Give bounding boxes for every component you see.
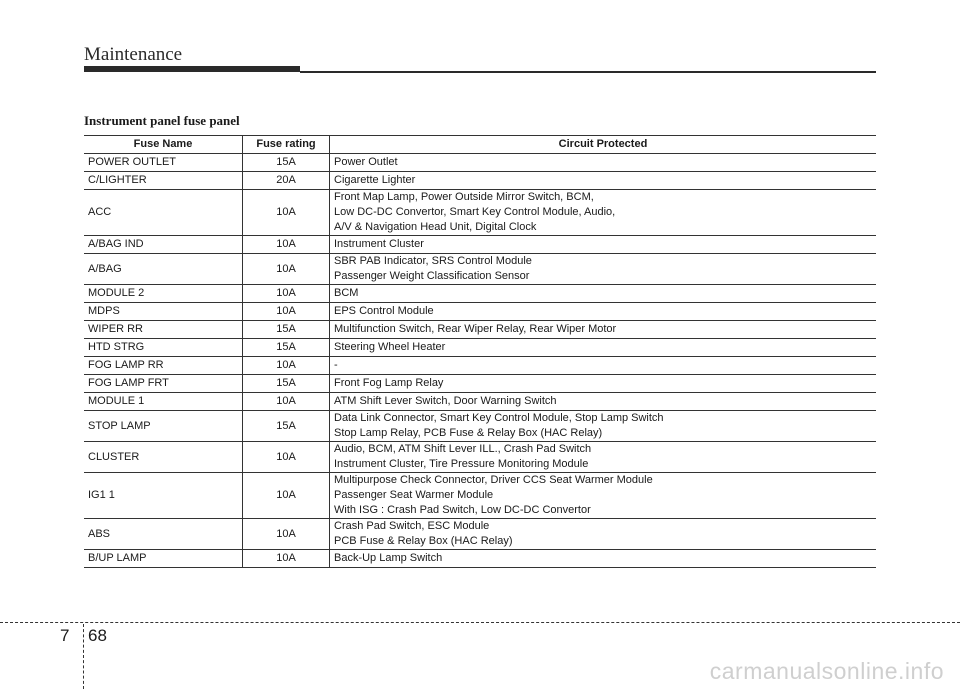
table-row bbox=[84, 303, 876, 321]
fuse-rating-cell: 15A bbox=[243, 321, 330, 339]
table-row bbox=[84, 393, 876, 411]
fuse-table-body bbox=[84, 154, 876, 568]
header-fuse-rating: Fuse rating bbox=[243, 136, 330, 154]
fuse-name-cell: IG1 1 bbox=[84, 473, 243, 519]
circuit-protected-cell bbox=[330, 519, 877, 550]
fuse-name-cell: FOG LAMP FRT bbox=[84, 375, 243, 393]
footer-dashed-divider bbox=[83, 624, 84, 689]
header-rule-thick bbox=[84, 66, 300, 72]
fuse-name-cell: MDPS bbox=[84, 303, 243, 321]
circuit-line: Stop Lamp Relay, PCB Fuse & Relay Box (HAC Relay) bbox=[334, 427, 603, 439]
circuit-line: Instrument Cluster bbox=[334, 238, 424, 250]
circuit-line: Multipurpose Check Connector, Driver CCS Seat Warmer Module bbox=[334, 474, 653, 486]
fuse-rating-cell: 10A bbox=[243, 254, 330, 285]
fuse-rating-cell: 10A bbox=[243, 442, 330, 473]
page-number: 68 bbox=[88, 626, 107, 645]
fuse-rating-cell: 15A bbox=[243, 375, 330, 393]
fuse-name-cell: A/BAG bbox=[84, 254, 243, 285]
table-row bbox=[84, 357, 876, 375]
fuse-name-cell: FOG LAMP RR bbox=[84, 357, 243, 375]
fuse-rating-cell: 10A bbox=[243, 285, 330, 303]
circuit-protected-cell bbox=[330, 357, 877, 375]
circuit-line: Cigarette Lighter bbox=[334, 174, 416, 186]
circuit-line: Front Fog Lamp Relay bbox=[334, 377, 444, 389]
table-row bbox=[84, 254, 876, 285]
fuse-rating-cell: 10A bbox=[243, 393, 330, 411]
table-row bbox=[84, 411, 876, 442]
fuse-rating-cell: 15A bbox=[243, 411, 330, 442]
table-row bbox=[84, 473, 876, 519]
fuse-name-cell: ACC bbox=[84, 190, 243, 236]
table-row bbox=[84, 321, 876, 339]
circuit-line: Steering Wheel Heater bbox=[334, 341, 446, 353]
circuit-line: ATM Shift Lever Switch, Door Warning Switch bbox=[334, 395, 557, 407]
fuse-name-cell: WIPER RR bbox=[84, 321, 243, 339]
fuse-name-cell: POWER OUTLET bbox=[84, 154, 243, 172]
circuit-protected-cell bbox=[330, 236, 877, 254]
table-row bbox=[84, 190, 876, 236]
table-row bbox=[84, 519, 876, 550]
fuse-table bbox=[84, 135, 876, 568]
circuit-line: Back-Up Lamp Switch bbox=[334, 552, 443, 564]
fuse-name-cell: STOP LAMP bbox=[84, 411, 243, 442]
fuse-rating-cell: 10A bbox=[243, 357, 330, 375]
table-row bbox=[84, 442, 876, 473]
circuit-protected-cell bbox=[330, 190, 877, 236]
fuse-rating-cell: 10A bbox=[243, 303, 330, 321]
page-header-title: Maintenance bbox=[84, 44, 183, 65]
circuit-line: A/V & Navigation Head Unit, Digital Clock bbox=[334, 221, 537, 233]
circuit-protected-cell bbox=[330, 303, 877, 321]
fuse-rating-cell: 15A bbox=[243, 154, 330, 172]
footer-dashed-rule bbox=[0, 622, 960, 623]
fuse-rating-cell: 10A bbox=[243, 236, 330, 254]
fuse-rating-cell: 10A bbox=[243, 190, 330, 236]
fuse-name-cell: MODULE 2 bbox=[84, 285, 243, 303]
fuse-name-cell: MODULE 1 bbox=[84, 393, 243, 411]
circuit-protected-cell bbox=[330, 154, 877, 172]
circuit-protected-cell bbox=[330, 375, 877, 393]
circuit-line: Multifunction Switch, Rear Wiper Relay, Rear Wiper Motor bbox=[334, 323, 617, 335]
circuit-line: Instrument Cluster, Tire Pressure Monitoring Module bbox=[334, 458, 589, 470]
table-row bbox=[84, 375, 876, 393]
circuit-line: Data Link Connector, Smart Key Control Module, Stop Lamp Switch bbox=[334, 412, 664, 424]
circuit-line: Power Outlet bbox=[334, 156, 398, 168]
circuit-protected-cell bbox=[330, 339, 877, 357]
table-row bbox=[84, 339, 876, 357]
circuit-protected-cell bbox=[330, 473, 877, 519]
circuit-protected-cell bbox=[330, 285, 877, 303]
circuit-line: Crash Pad Switch, ESC Module bbox=[334, 520, 490, 532]
header-circuit-protected: Circuit Protected bbox=[330, 136, 877, 154]
table-header-row bbox=[84, 136, 876, 154]
circuit-protected-cell bbox=[330, 550, 877, 568]
circuit-line: With ISG : Crash Pad Switch, Low DC-DC Convertor bbox=[334, 504, 591, 516]
table-row bbox=[84, 154, 876, 172]
circuit-line: EPS Control Module bbox=[334, 305, 434, 317]
circuit-protected-cell bbox=[330, 393, 877, 411]
header-fuse-name: Fuse Name bbox=[84, 136, 243, 154]
circuit-line: Passenger Weight Classification Sensor bbox=[334, 270, 530, 282]
table-row bbox=[84, 550, 876, 568]
fuse-rating-cell: 10A bbox=[243, 519, 330, 550]
fuse-name-cell: C/LIGHTER bbox=[84, 172, 243, 190]
table-row bbox=[84, 172, 876, 190]
circuit-protected-cell bbox=[330, 321, 877, 339]
circuit-protected-cell bbox=[330, 442, 877, 473]
circuit-line: Front Map Lamp, Power Outside Mirror Switch, BCM, bbox=[334, 191, 594, 203]
fuse-name-cell: CLUSTER bbox=[84, 442, 243, 473]
fuse-name-cell: B/UP LAMP bbox=[84, 550, 243, 568]
fuse-rating-cell: 15A bbox=[243, 339, 330, 357]
table-row bbox=[84, 236, 876, 254]
circuit-protected-cell bbox=[330, 172, 877, 190]
circuit-protected-cell bbox=[330, 411, 877, 442]
header-rule-thin bbox=[300, 71, 876, 73]
circuit-protected-cell bbox=[330, 254, 877, 285]
fuse-name-cell: ABS bbox=[84, 519, 243, 550]
circuit-line: PCB Fuse & Relay Box (HAC Relay) bbox=[334, 535, 513, 547]
circuit-line: Audio, BCM, ATM Shift Lever ILL., Crash Pad Switch bbox=[334, 443, 592, 455]
circuit-line: - bbox=[334, 359, 338, 371]
watermark-text: carmanualsonline.info bbox=[709, 658, 944, 684]
fuse-rating-cell: 10A bbox=[243, 550, 330, 568]
chapter-number: 7 bbox=[60, 626, 70, 645]
fuse-rating-cell: 20A bbox=[243, 172, 330, 190]
fuse-name-cell: A/BAG IND bbox=[84, 236, 243, 254]
circuit-line: SBR PAB Indicator, SRS Control Module bbox=[334, 255, 532, 267]
circuit-line: Passenger Seat Warmer Module bbox=[334, 489, 494, 501]
circuit-line: BCM bbox=[334, 287, 359, 299]
table-row bbox=[84, 285, 876, 303]
circuit-line: Low DC-DC Convertor, Smart Key Control Module, Audio, bbox=[334, 206, 616, 218]
fuse-rating-cell: 10A bbox=[243, 473, 330, 519]
fuse-name-cell: HTD STRG bbox=[84, 339, 243, 357]
section-title: Instrument panel fuse panel bbox=[84, 113, 240, 128]
